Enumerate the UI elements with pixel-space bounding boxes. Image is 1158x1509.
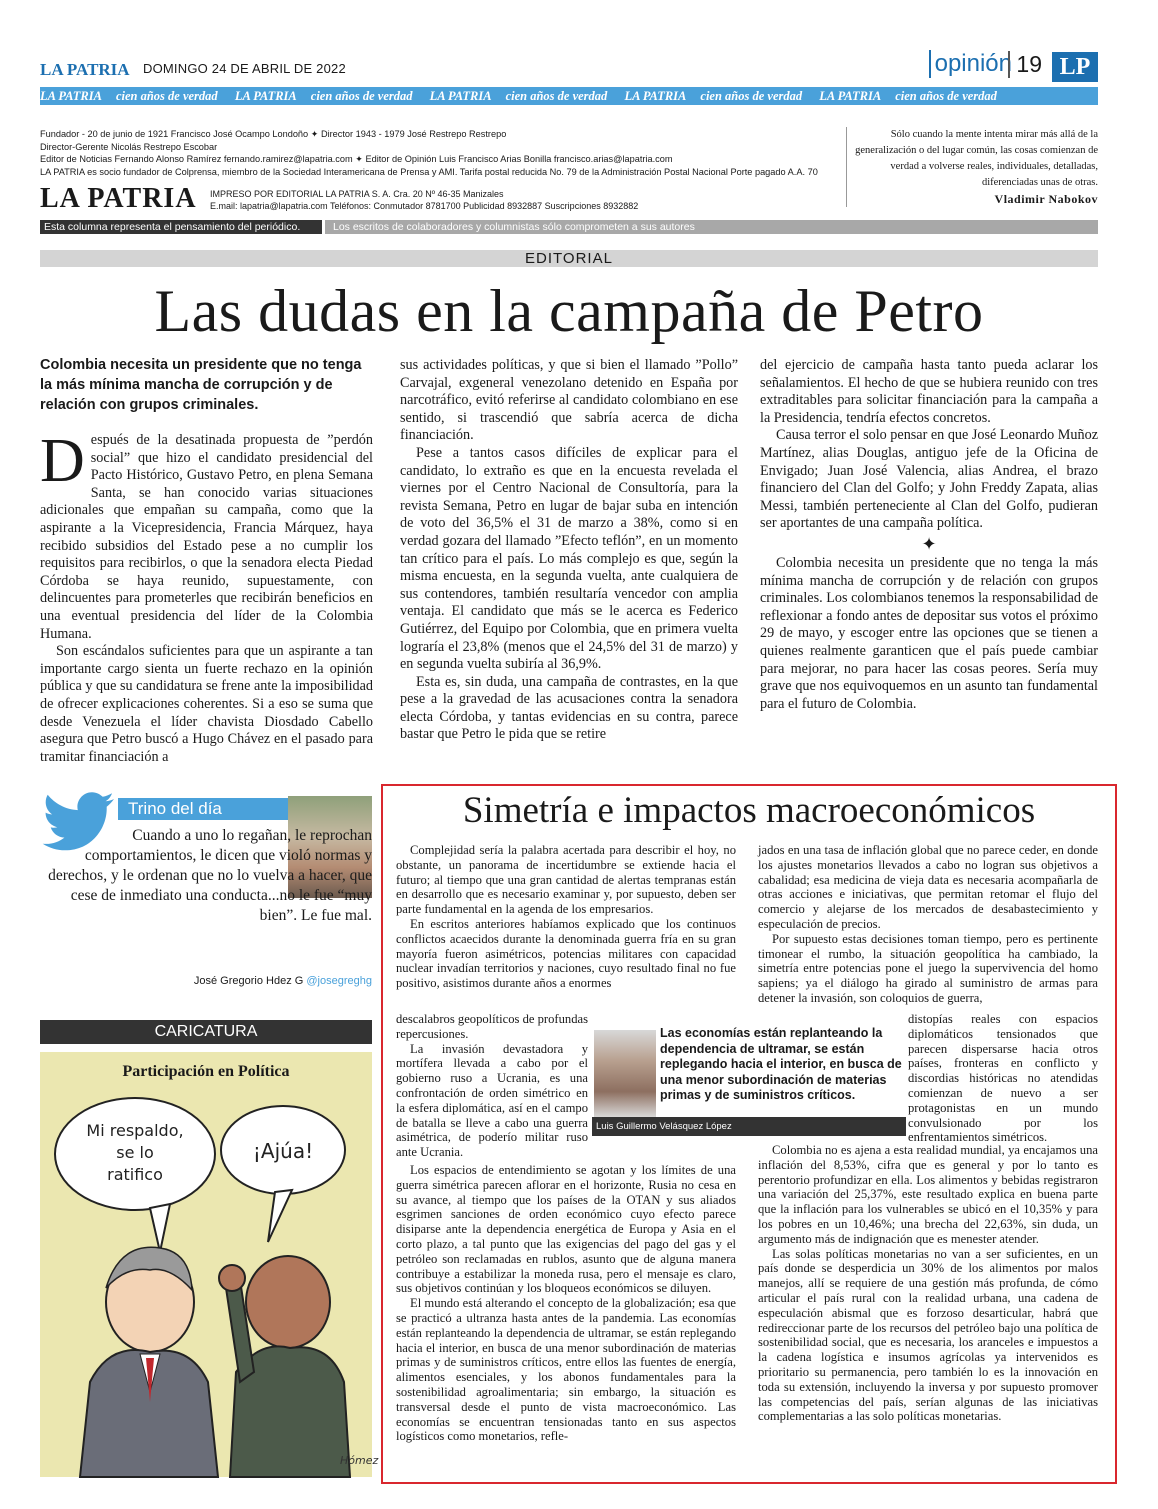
paragraph: distopías reales con espacios diplomáticos tensionados que parecen dispersarse hacia otros países, fronteras en conflicto y discordias históricas no atendidas comienzan de nuevo a ser protagonistas en un mundo convulsionado por los enfrentamientos simétricos. [908, 1012, 1098, 1145]
paragraph: Causa terror el solo pensar en que José Leonardo Muñoz Martínez, alias Douglas, antiguo jefe de la Oficina de Envigado; Juan José Valencia, alias Andrea, el brazo financiero del Clan del Golfo; y John Freddy Zapata, alias Messi, también perteneciente al Clan del Golfo, pudieran ser aportantes de una campaña política. [760, 427, 1098, 532]
caricature-label: CARICATURA [40, 1020, 372, 1044]
editorial-column-1 [40, 427, 373, 766]
editorial-column-2 [400, 357, 738, 744]
issue-date: DOMINGO 24 DE ABRIL DE 2022 [143, 61, 346, 76]
column-text-1-low [396, 1163, 736, 1444]
motto-band [40, 87, 1098, 105]
staff-credits [40, 128, 830, 178]
credit-line: Fundador - 20 de junio de 1921 Francisco José Ocampo Londoño ✦ Director 1943 - 1979 José Restrepo Restrepo [40, 129, 507, 139]
paragraph: La invasión devastadora y mortífera llevada a cabo por el gobierno ruso a Ucrania, es una confrontación de orden simétrico en la esfera diplomática, así en el campo de batalla se lleve a cabo una guerra asimétrica, de poderío militar ruso ante Ucrania. [396, 1041, 588, 1160]
trino-header: Trino del día [118, 798, 288, 820]
column-text-2-mid [908, 1012, 1098, 1145]
trino-author [40, 975, 372, 987]
epigraph-quote [846, 127, 1098, 207]
paragraph: espués de la desatinada propuesta de ”perdón social” que hizo el candidato presidencial del Pacto Histórico, Gustavo Petro, en plena Semana Santa, se han conocido varias situaciones adicionales que empañan su campaña, como que la aspirante a la Vicepresidencia, Francia Márquez, haya recibido subsidios del Estado pese a no cumplir los requisitos para recibirlos, o que la senadora electa Piedad Córdoba se haya reunido, supuestamente, con delincuentes para prometerles que recibirán beneficios en una eventual presidencia del líder de la Colombia Humana. [40, 432, 373, 642]
paragraph: Complejidad sería la palabra acertada para describir el hoy, no obstante, un panorama de incertidumbre se extiende hacia el futuro; al tiempo que una gran cantidad de alertas tempranas están en desarrollo que es necesario examinar y, por supuesto, deben ser parte fundamental en la agenda de los empresarios. [396, 843, 736, 917]
band-brand: LA PATRIA [624, 89, 687, 103]
column-text-1-mid [396, 1012, 588, 1160]
printer-info [210, 188, 750, 212]
paragraph: Las solas políticas monetarias no van a ser suficientes, en un país donde se desperdicia un 30% de los alimentos por malos manejos, allí se requiere de una gestión más profunda, de cómo articular el país rural con la realidad urbana, una cadena de especulación abismal que es forzoso desarticular, habrá que redireccionar parte de los recursos del petróleo bajo una política de sostenibilidad social, que es necesaria, los aranceles e impuestos a la cadena logística e insumos agrícolas ya intervenidos es prioritario su permanencia, pero también lo es la innovación en toda su extensión, incluyendo la inversa y por supuesto promover las competencias del país, serían algunas de las iniciativas complementarias a las solo políticas monetarias. [758, 1246, 1098, 1424]
lp-logo-icon: LP [1052, 52, 1098, 82]
paragraph: Los espacios de entendimiento se agotan y los límites de una guerra simétrica parecen aflorar en el horizonte, Rusia no cesa en su avance, al tiempo que los países de la OTAN y sus aliados esgrimen sanciones de orden económico cuyo efecto parece disiparse ante la dependencia energética de Europa y Asia en el corto plazo, a tal punto que las exigencias del pago del gas y el petróleo son reclamadas en rublos, asunto que de alguna manera contribuye a estabilizar la moneda rusa, pero el mensaje es claro, sus objetivos continúan y los bloqueos económicos se diluyen. [396, 1163, 736, 1296]
bubble-1-text: Mi respaldo, se lo ratifico [86, 1121, 184, 1184]
band-motto: cien años de verdad [505, 89, 608, 103]
paragraph: descalabros geopolíticos de profundas repercusiones. [396, 1012, 588, 1041]
paragraph: Esta es, sin duda, una campaña de contrastes, en la que pese a la gravedad de las acusaciones contra la senadora electa Córdoba, y tantas evidencias en su contra, parece bastar que Petro le pida que se retire [400, 673, 738, 743]
bubble-tail [150, 1204, 170, 1252]
band-motto: cien años de verdad [895, 89, 997, 103]
band-brand: LA PATRIA [429, 89, 492, 103]
cartoonist-signature: Hómez [340, 1454, 379, 1467]
editorial-headline: Las dudas en la campaña de Petro [154, 278, 984, 344]
trino-author-name: José Gregorio Hdez G [193, 975, 304, 987]
band-motto: cien años de verdad [115, 89, 218, 103]
column-text-2-low [758, 1143, 1098, 1424]
band-motto: cien años de verdad [700, 89, 803, 103]
drop-cap: D [40, 427, 85, 495]
man-head [246, 1256, 330, 1348]
caricature-title: Participación en Política [122, 1063, 290, 1080]
band-brand: LA PATRIA [234, 89, 297, 103]
paragraph: Son escándalos suficientes para que un aspirante a tan importante cargo sienta un fuerte rechazo en la opinión pública y que su candidatura se frene ante la imposibilidad de ofrecer explicaciones coherentes. Si a eso se suma que desde Venezuela el líder chavista Diosdado Cabello asegura que Petro buscó a Hugo Chávez en el pasado para tramitar financiación a [40, 643, 373, 765]
columnist-disclaimer: Los escritos de colaboradores y columnistas sólo comprometen a sus autores [325, 220, 1098, 234]
column-title: Simetría e impactos macroeconómicos [462, 790, 1036, 831]
bubble-tail [268, 1190, 292, 1242]
paragraph: del ejercicio de campaña hasta tanto pueda aclarar los señalamientos. El hecho de que se hubiera reunido con tres extraditables para solicitar financiación para la campaña a la Presidencia, tendría efectos concretos. [760, 357, 1098, 426]
caricature-drawing [40, 1052, 379, 1477]
quote-author: Vladimir Nabokov [994, 192, 1098, 206]
paragraph: jados en una tasa de inflación global que no parece ceder, en donde los ajustes monetarios llevados a cabo no logran sus objetivos a cabalidad; esa medicina de vieja data es necesaria acompañarla de otras acciones e iniciativas, que permitan retomar el flujo del comercio y alejarse de los mercados de desabastecimiento y especulación de precios. [758, 843, 1098, 931]
band-brand: LA PATRIA [819, 89, 882, 103]
trino-text: Cuando a uno lo regañan, le reprochan comportamientos, le dicen que violó normas y derechos, y le ordenan que no lo vuelva a hacer, que cese de inmediato una conducta...no le fue “muy bien”. Le fue mal. [48, 827, 372, 924]
columnist-photo [594, 1030, 656, 1118]
paragraph: Colombia no es ajena a esta realidad mundial, ya encajamos una inflación del 8,53%, cifra que es general y por lo tanto es perentorio profundizar en ella. Los alimentos y bebidas registraron una variación del 25,37%, este resultado explica en buena parte que la inflación para los vulnerables se ubicó en el 10,35% y para los pobres en un 10,46%; una brecha del 22,63%, sin duda, un argumento más de indignación que es menester atender. [758, 1143, 1098, 1246]
brand-name[interactable]: LA PATRIA [40, 60, 130, 79]
masthead [40, 50, 1098, 84]
paragraph: Colombia necesita un presidente que no tenga la más mínima mancha de corrupción y de relación con grupos criminales. Los colombianos tenemos la responsabilidad de reflexionar a fondo antes de depositar sus votos el próximo 29 de mayo, y escoger entre las opciones que se tienen a quienes realmente garanticen que el país puede cambiar para mejorar, no para hacer las cosas peores. Sería muy grave que nos equivoquemos en un asunto tan fundamental para el futuro de Colombia. [760, 554, 1098, 712]
paragraph: Pese a tantos casos difíciles de explicar para el candidato, lo extraño es que en la encuesta revelada el viernes por el Centro Nacional de Consultoría, para la revista Semana, Petro en lugar de bajar suba en intención de voto del 36,5% el 31 de marzo a 38%, como si en verdad gozara del llamado ”Efecto teflón”, en un momento tan crítico para el país. Lo más complejo es que, según la misma encuesta, en la segunda vuelta, ante cualquiera de sus contendores, también resultaría vencedor con amplia ventaja. El candidato que más se le acerca es Federico Gutiérrez, del Equipo por Colombia, que en primera vuelta lograría el 23,8% (menos que el 24,5% del 31 de marzo) y en segunda vuelta subiría al 36,9%. [400, 444, 738, 673]
paragraph: sus actividades políticas, y que si bien el llamado ”Pollo” Carvajal, exgeneral venezolano detenido en España por narcotráfico, evitó referirse al candidato colombiano en ese sentido, si trascendió que sabría acerca de dicha financiación. [400, 357, 738, 444]
section-name[interactable]: opinión [929, 50, 1012, 78]
man-fist [219, 1265, 245, 1291]
bubble-2-text: ¡Ajúa! [252, 1139, 314, 1163]
caricature-image [40, 1052, 379, 1477]
paragraph: Por supuesto estas decisiones toman tiempo, pero es pertinente timonear el rumbo, la situación geopolítica ha cambiado, la simetría entre potencias pone el juego la supervivencia del homo sapiens; ya el diálogo ha girado al suministro de armas para detener la invasión, son coloquios de guerra, [758, 931, 1098, 1005]
editorial-label: EDITORIAL [40, 250, 1098, 267]
pull-quote: Las economías están replanteando la dependencia de ultramar, se están replegando hacia el interior, en busca de una menor subordinación de materias primas y de suministros críticos. [660, 1026, 902, 1103]
credit-line: LA PATRIA es socio fundador de Colprensa, miembro de la Sociedad Interamericana de Prensa y AMI. Tarifa postal reducida No. 79 de la Administración Postal Nacional Porte pagado A.A. 70 [40, 166, 818, 177]
page-number: 19 [1008, 51, 1042, 78]
band-brand: LA PATRIA [40, 89, 102, 103]
editorial-column-3 [760, 357, 1098, 713]
credit-line: Editor de Noticias Fernando Alonso Ramírez fernando.ramirez@lapatria.com ✦ Editor de Opinión Luis Francisco Arias Bonilla francisco.arias@lapatria.com [40, 154, 673, 164]
columnist-name: Luis Guillermo Velásquez López [592, 1117, 906, 1136]
contact-line: E.mail: lapatria@lapatria.com Teléfonos: Conmutador 8781700 Publicidad 8932887 Suscripciones 8932882 [210, 201, 639, 211]
newspaper-logo: LA PATRIA [40, 183, 197, 214]
credit-line: Director-Gerente Nicolás Restrepo Escobar [40, 141, 218, 152]
band-motto: cien años de verdad [310, 89, 413, 103]
column-text-1 [396, 843, 736, 991]
column-text-2 [758, 843, 1098, 1006]
separator-star-icon: ✦ [921, 533, 937, 554]
printer-line: IMPRESO POR EDITORIAL LA PATRIA S. A. Cra. 20 Nº 46-35 Manizales [210, 189, 504, 199]
editorial-lead: Colombia necesita un presidente que no tenga la más mínima mancha de corrupción y de relación con grupos criminales. [40, 357, 362, 413]
paragraph: El mundo está alterando el concepto de la globalización; esa que se practicó a ultranza hasta antes de la pandemia. Las economías están replanteando la dependencia de ultramar, se están replegando hacia el interior, en busca de una menor subordinación de materias primas y de suministros críticos, entre ellos las fuentes de energía, alimentos esenciales, y los abonos fundamentales para la sostenibilidad agroalimentaria; sin embargo, la situación es transversal desde el punto de vista macroeconómico. Las economías se encuentran tensionadas tanto en sus aspectos logísticos como monetarios, refle- [396, 1296, 736, 1444]
paragraph: En escritos anteriores habíamos explicado que los continuos conflictos acaecidos durante la denominada guerra fría en su gran mayoría fueron asimétricos, potencias militares con capacidad nuclear invadían territorios y naciones, cuyo resultado final no fue positivo, asistimos durante años a enormes [396, 916, 736, 991]
quote-text: Sólo cuando la mente intenta mirar más allá de la generalización o del lugar común, las cosas comienzan de verdad a volverse reales, individuales, detalladas, diferenciadas unas de otras. [855, 129, 1098, 188]
trino-handle[interactable]: @josegreghg [306, 975, 372, 987]
editorial-disclaimer: Esta columna representa el pensamiento del periódico. [40, 220, 322, 234]
